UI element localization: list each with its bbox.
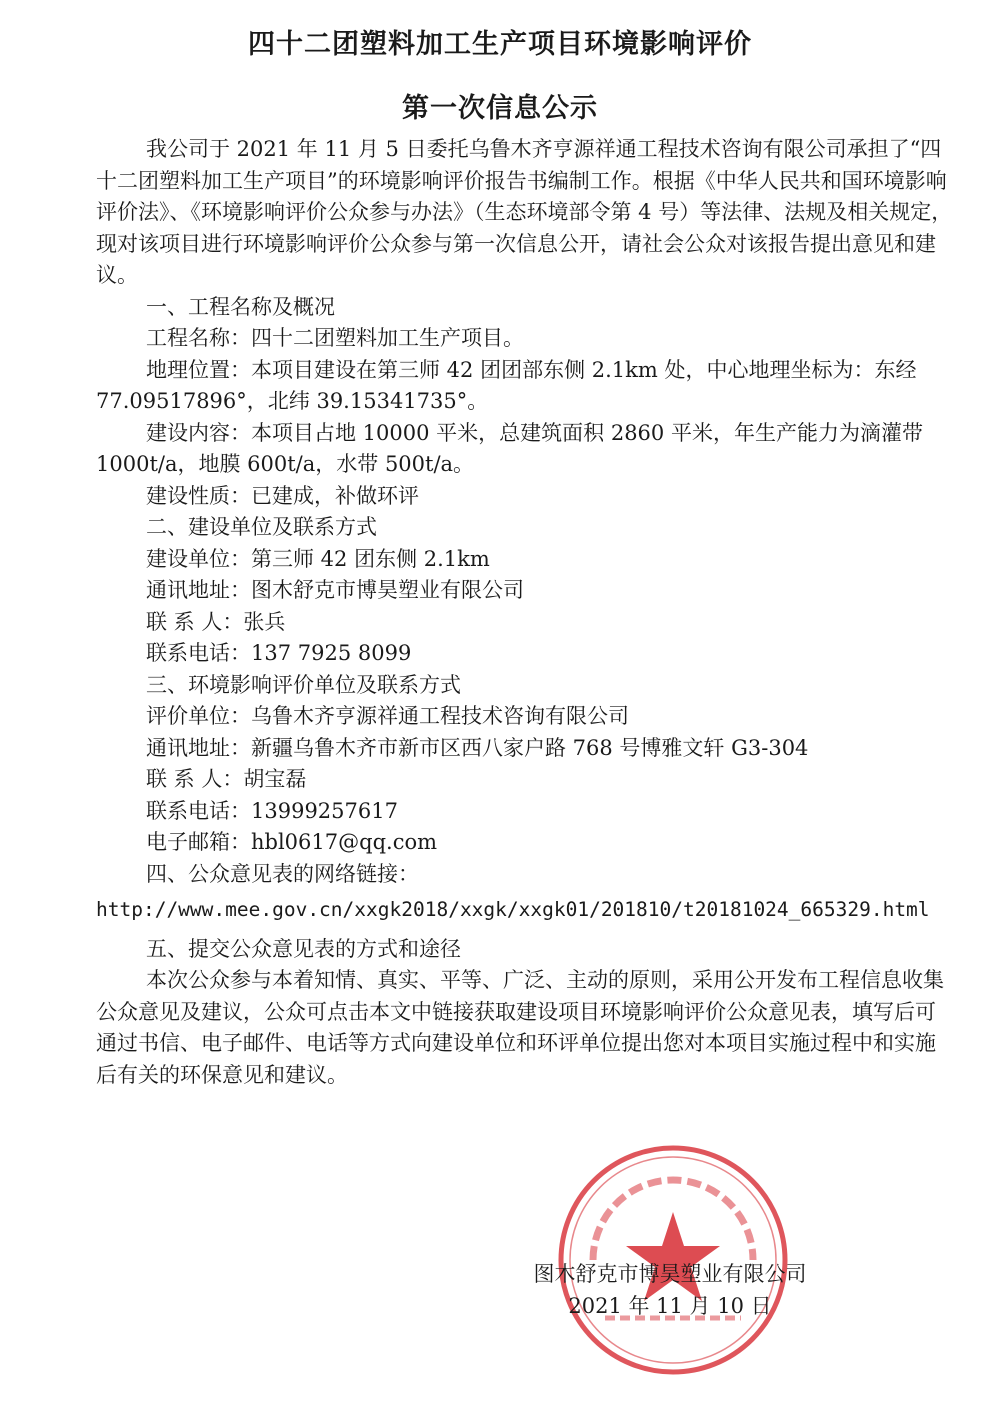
section3-heading: 三、环境影响评价单位及联系方式 xyxy=(146,672,461,697)
signature-company: 图木舒克市博昊塑业有限公司 xyxy=(533,1262,807,1286)
builder-unit: 建设单位：第三师 42 团东侧 2.1km xyxy=(146,546,490,571)
section2-heading: 二、建设单位及联系方式 xyxy=(146,515,377,539)
project-name: 工程名称：四十二团塑料加工生产项目。 xyxy=(146,326,524,350)
evaluator-contact: 联 系 人：胡宝磊 xyxy=(146,767,307,791)
intro-paragraph: 我公司于 2021 年 11 月 5 日委托乌鲁木齐亨源祥通工程技术咨询有限公司承担了“四十二团塑料加工生产项目”的环境影响评价报告书编制工作。根据《中华人民共和国环境影响评价法》、《环境影响评价公众参与办法》（生态环境部令第 4 号）等法律、法规及相关规定，现对该项目进行环境影响评价公众参与第一次信息公开，请社会公众对该报告提出意见和建议。 xyxy=(96,137,953,287)
section1-heading: 一、工程名称及概况 xyxy=(146,294,335,319)
document-title: 四十二团塑料加工生产项目环境影响评价 xyxy=(248,29,752,60)
section4-heading: 四、公众意见表的网络链接： xyxy=(146,861,419,886)
document-body xyxy=(96,134,956,1091)
builder-address: 通讯地址：图木舒克市博昊塑业有限公司 xyxy=(146,578,524,602)
signature-block xyxy=(500,1258,840,1322)
project-nature: 建设性质：已建成，补做环评 xyxy=(146,483,419,508)
evaluator-unit: 评价单位：乌鲁木齐亨源祥通工程技术咨询有限公司 xyxy=(146,704,629,728)
document-subtitle: 第一次信息公示 xyxy=(402,93,598,124)
evaluator-address: 通讯地址：新疆乌鲁木齐市新市区西八家户路 768 号博雅文轩 G3-304 xyxy=(146,735,809,760)
evaluator-phone: 联系电话：13999257617 xyxy=(146,798,398,823)
signature-date: 2021 年 11 月 10 日 xyxy=(568,1294,772,1318)
project-content: 建设内容：本项目占地 10000 平米，总建筑面积 2860 平米，年生产能力为滴灌带 1000t/a，地膜 600t/a，水带 500t/a。 xyxy=(96,420,923,476)
builder-contact: 联 系 人：张兵 xyxy=(146,609,286,634)
section5-paragraph: 本次公众参与本着知情、真实、平等、广泛、主动的原则，采用公开发布工程信息收集公众意见及建议，公众可点击本文中链接获取建设项目环境影响评价公众意见表，填写后可通过书信、电子邮件、电话等方式向建设单位和环评单位提出您对本项目实施过程中和实施后有关的环保意见和建议。 xyxy=(96,968,944,1087)
section5-heading: 五、提交公众意见表的方式和途径 xyxy=(146,936,461,961)
evaluator-email: 电子邮箱：hbl0617@qq.com xyxy=(146,830,438,854)
builder-phone: 联系电话：137 7925 8099 xyxy=(146,641,412,665)
project-location: 地理位置：本项目建设在第三师 42 团团部东侧 2.1km 处，中心地理坐标为：东经 77.09517896°，北纬 39.15341735°。 xyxy=(96,357,917,413)
opinion-form-link[interactable]: http://www.mee.gov.cn/xxgk2018/xxgk/xxgk01/201810/t20181024_665329.html xyxy=(96,898,930,921)
